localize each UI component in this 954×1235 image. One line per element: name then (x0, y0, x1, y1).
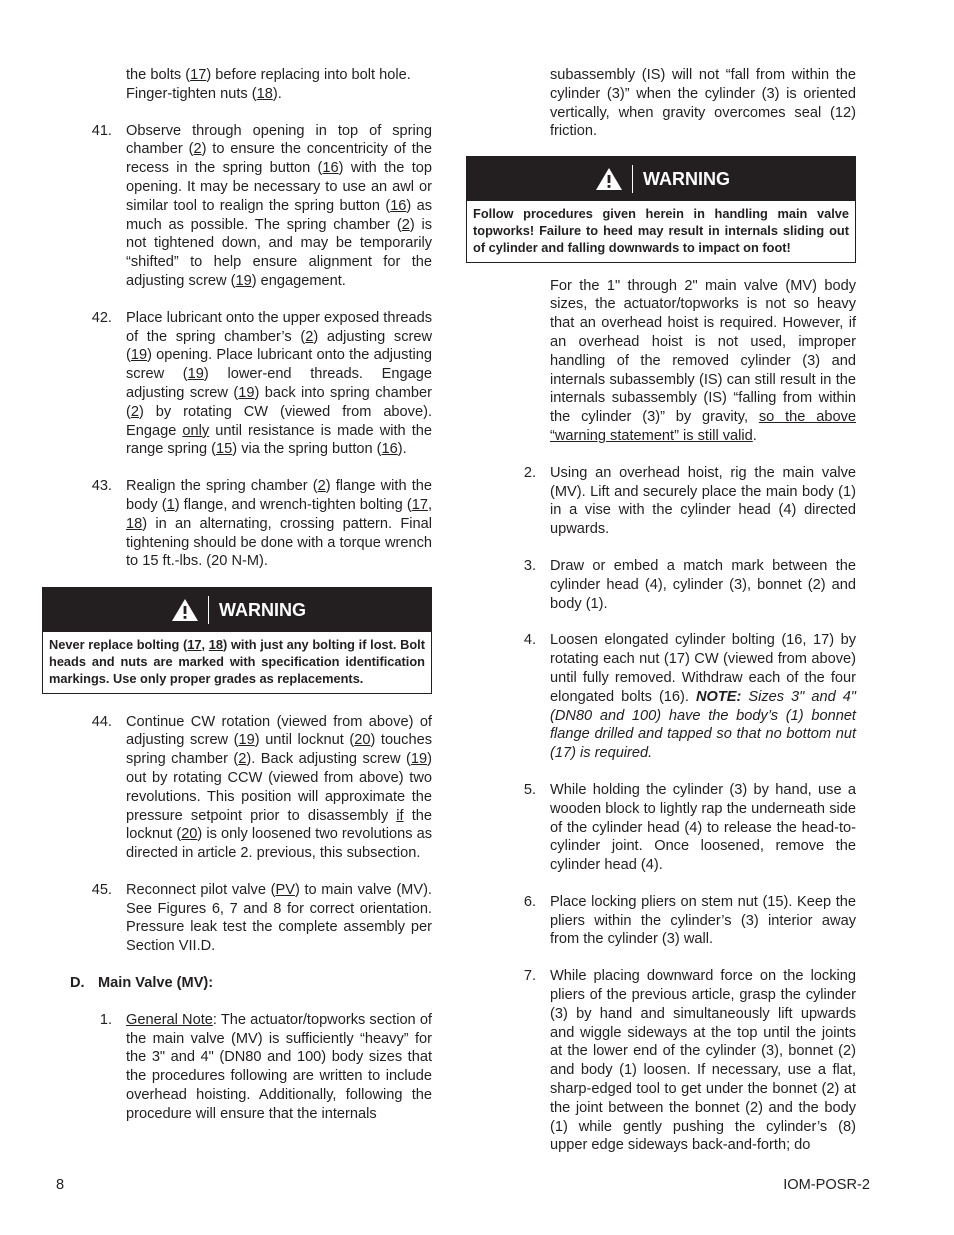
step-text: Continue CW rotation (viewed from above) of adjusting screw (19) until locknut (20) touches spring chamber (2). Back adjusting screw (19) out by rotating CCW (viewed from above) two revolutions. This position will approximate the pressure setpoint prior to disassembly if the locknut (20) is only loosened two revolutions as directed in article 2. previous, this subsection. (126, 713, 433, 862)
warning-header (467, 157, 855, 201)
step-text: Using an overhead hoist, rig the main valve (MV). Lift and securely place the main body (1) in a vise with the cylinder head (4) directed upwards. (550, 464, 856, 538)
step-text: Observe through opening in top of spring chamber (2) to ensure the concentricity of the recess in the spring button (16) with the top opening. It may be necessary to use an awl or similar tool to realign the spring button (16) as much as possible. The spring chamber (2) is not tightened down, and may be temporarily “shifted” to help ensure alignment for the adjusting screw (19) engagement. (126, 122, 432, 289)
step-number: 44. (91, 713, 112, 730)
step-number: 3. (523, 557, 536, 574)
step-number: 42. (91, 309, 112, 326)
step-41 (42, 122, 432, 291)
step-1-continuation: subassembly (IS) will not “fall from within the cylinder (3)” when the cylinder (3) is oriented vertically, when gravity overcomes seal (12) friction. (550, 67, 856, 140)
warning-triangle-icon (592, 165, 633, 193)
step-number: 2. (523, 464, 536, 481)
right-column (466, 66, 856, 1155)
step-number: 4. (523, 632, 536, 649)
warning-box-bolting (42, 587, 432, 693)
step-text: Draw or embed a match mark between the cylinder head (4), cylinder (3), bonnet (2) and body (1). (550, 557, 856, 612)
warning-header (43, 588, 431, 632)
step-text: Reconnect pilot valve (PV) to main valve (MV). See Figures 6, 7 and 8 for correct orientation. Pressure leak test the complete assembly per Section VII.D. (126, 881, 432, 955)
step-text: General Note: The actuator/topworks section of the main valve (MV) is sufficiently “heavy” for the 3" and 4" (DN80 and 100) body sizes that the procedures following are written to include overhead hoisting. Additionally, following the procedure will ensure that the internals (126, 1011, 432, 1122)
step-42 (42, 309, 432, 459)
step-6 (466, 893, 856, 949)
step-4 (466, 631, 856, 763)
step-text: While placing downward force on the locking pliers of the previous article, grasp the cylinder (3) by hand and simultaneously lift upwards and wiggle sideways at the top until the joints at the lower end of the cylinder (3), bonnet (2) and body (1) loosen. If necessary, use a flat, sharp-edged tool to get under the bonnet (2) at the joint between the bonnet (2) and the body (1) while gently pushing the cylinder’s (8) upper edge sideways back-and-forth; do (550, 968, 856, 1154)
warning-title: WARNING (643, 168, 730, 189)
page-number: 8 (56, 1177, 65, 1193)
section-title: Main Valve (MV): (98, 975, 214, 992)
step-43 (42, 477, 432, 571)
step-3 (466, 557, 856, 613)
step-number: 45. (91, 881, 112, 898)
step-40-continuation: the bolts (17) before replacing into bolt hole. Finger-tighten nuts (18). (126, 67, 411, 102)
step-45 (42, 881, 432, 956)
step-number: 43. (91, 478, 112, 495)
document-id: IOM-POSR-2 (783, 1177, 870, 1193)
step-number: 7. (523, 968, 536, 985)
section-letter: D. (70, 975, 85, 992)
step-number: 41. (91, 122, 112, 139)
step-text: While holding the cylinder (3) by hand, use a wooden block to lightly rap the underneath side of the cylinder head (4) to release the head-to-cylinder joint. Once loosened, remove the cylinder head (4). (550, 781, 856, 874)
step-44 (42, 713, 432, 863)
step-text: Realign the spring chamber (2) flange with the body (1) flange, and wrench-tighten bolting (17, 18) in an alternating, crossing pattern. Final tightening should be done with a torque wrench to 15 ft.-lbs. (20 N-M). (126, 478, 433, 570)
warning-title: WARNING (219, 599, 306, 620)
warning-text: Never replace bolting (17, 18) with just any bolting if lost. Bolt heads and nuts are marked with specification identification markings. Use only proper grades as replacements. (49, 637, 425, 686)
step-2 (466, 464, 856, 539)
step-text: Place locking pliers on stem nut (15). Keep the pliers within the cylinder’s (3) interior away from the cylinder (3) wall. (550, 893, 856, 948)
step-number: 6. (523, 893, 536, 910)
warning-triangle-icon (168, 596, 209, 624)
general-note-paragraph: For the 1" through 2" main valve (MV) body sizes, the actuator/topworks is not so heavy that an overhead hoist is required. However, if an overhead hoist is not used, improper handling of the removed cylinder (3) and internals subassembly (IS) can still result in the internals subassembly (IS) “falling from within the cylinder (3)” by gravity, so the above “warning statement” is still valid. (550, 277, 856, 444)
step-number: 5. (523, 781, 536, 798)
section-heading-main-valve (42, 974, 432, 993)
step-7 (466, 967, 856, 1155)
step-text: Loosen elongated cylinder bolting (16, 17) by rotating each nut (17) CW (viewed from above) until fully removed. Withdraw each of the four elongated bolts (16). NOTE: Sizes 3" and 4" (DN80 and 100) have the body’s (1) bonnet flange drilled and tapped so that no bottom nut (17) is required. (550, 632, 856, 762)
step-text: Place lubricant onto the upper exposed threads of the spring chamber’s (2) adjusting screw (19) opening. Place lubricant onto the adjusting screw (19) lower-end threads. Engage adjusting screw (19) back into spring chamber (2) by rotating CW (viewed from above). Engage only until resistance is made with the range spring (15) via the spring button (16). (126, 309, 433, 458)
warning-text: Follow procedures given herein in handling main valve topworks! Failure to heed may result in internals sliding out of cylinder and falling downwards to impact on foot! (473, 206, 849, 255)
left-column (42, 66, 432, 1124)
step-5 (466, 781, 856, 875)
warning-box-topworks (466, 156, 856, 262)
step-1 (42, 1011, 432, 1124)
step-number: 1. (99, 1011, 112, 1028)
